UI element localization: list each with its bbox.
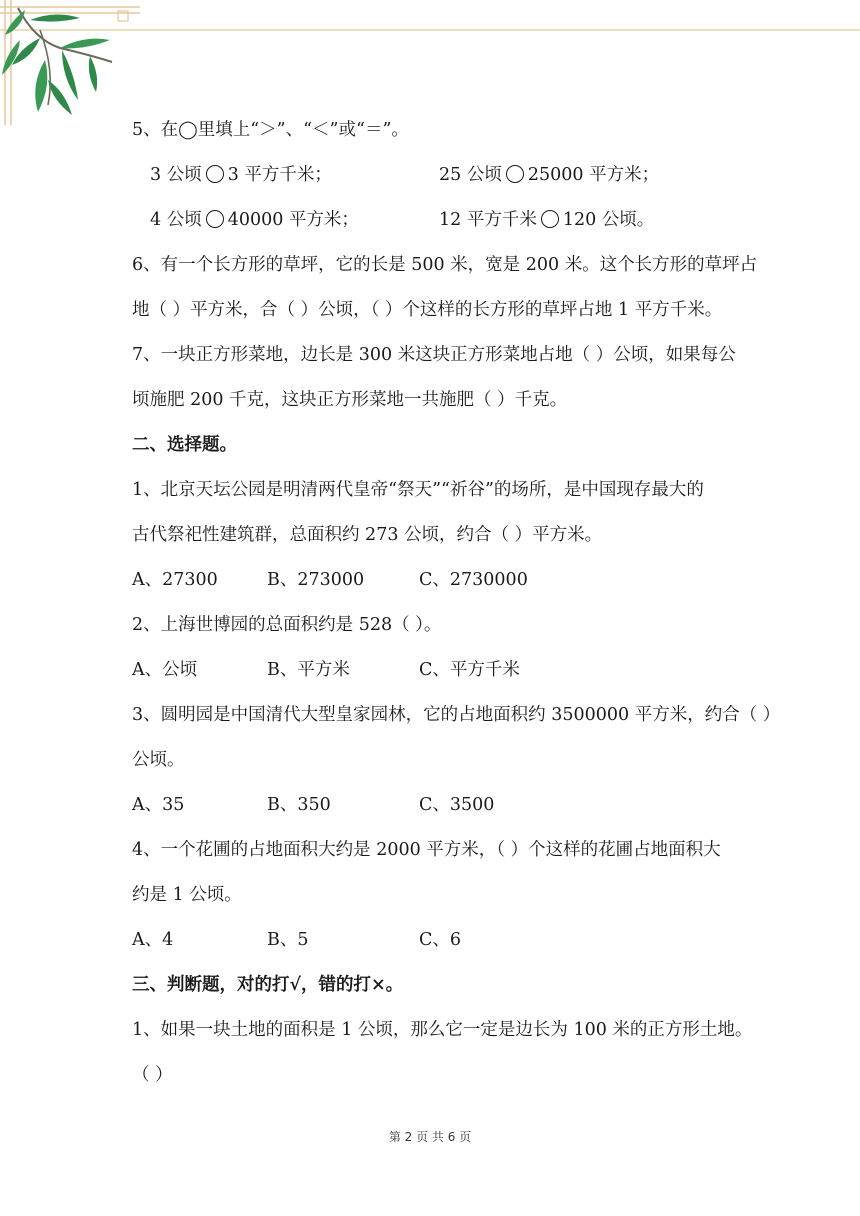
q5-item-1: 3 公顷 3 平方千米； (150, 165, 332, 185)
s2-q3-line-2: 公顷。 (132, 750, 185, 770)
s3-q1-line-1: 1、如果一块土地的面积是 1 公顷，那么它一定是边长为 100 米的正方形土地。 (132, 1020, 753, 1040)
option-c[interactable]: C、平方千米 (419, 660, 520, 680)
blank-circle[interactable] (206, 210, 224, 228)
section-3-heading: 三、判断题，对的打√，错的打×。 (132, 975, 404, 995)
worksheet-content (132, 108, 832, 1098)
s2-q1-line-1: 1、北京天坛公园是明清两代皇帝“祭天”“祈谷”的场所，是中国现存最大的 (132, 480, 704, 500)
option-a[interactable]: A、35 (132, 795, 185, 815)
q6-line-2: 地（ ）平方米，合（ ）公顷，（ ）个这样的长方形的草坪占地 1 平方千米。 (132, 300, 723, 320)
option-a[interactable]: A、公顷 (132, 660, 198, 680)
option-c[interactable]: C、6 (419, 930, 462, 950)
q7-line-1: 7、一块正方形菜地，边长是 300 米这块正方形菜地占地（ ）公顷，如果每公 (132, 345, 736, 365)
q5-item-3: 4 公顷 40000 平方米； (150, 210, 359, 230)
option-c[interactable]: C、2730000 (419, 570, 528, 590)
q5-item-4: 12 平方千米 120 公顷。 (439, 210, 655, 230)
page-number: 第 2 页 共 6 页 (388, 1130, 472, 1144)
section-2-heading: 二、选择题。 (132, 435, 237, 455)
q5-row-1 (132, 153, 832, 198)
q5-title: 5、在◯里填上“＞”、“＜”或“＝”。 (132, 120, 409, 140)
s2-q3-line-1: 3、圆明园是中国清代大型皇家园林，它的占地面积约 3500000 平方米，约合（ ） (132, 705, 781, 725)
option-b[interactable]: B、5 (267, 930, 309, 950)
blank-circle[interactable] (206, 165, 224, 183)
q5-item-2: 25 公顷 25000 平方米； (439, 165, 660, 185)
q5-row-2 (132, 198, 832, 243)
blank-circle[interactable] (541, 210, 559, 228)
s2-q1-options (132, 558, 832, 603)
option-a[interactable]: A、4 (132, 930, 174, 950)
s2-q2-options (132, 648, 832, 693)
option-b[interactable]: B、350 (267, 795, 331, 815)
s2-q4-options (132, 918, 832, 963)
s3-q1-answer-blank[interactable]: （ ） (132, 1065, 173, 1085)
s2-q4-line-2: 约是 1 公顷。 (132, 885, 242, 905)
s2-q4-line-1: 4、一个花圃的占地面积大约是 2000 平方米，（ ）个这样的花圃占地面积大 (132, 840, 721, 860)
option-c[interactable]: C、3500 (419, 795, 495, 815)
s2-q1-line-2: 古代祭祀性建筑群，总面积约 273 公顷，约合（ ）平方米。 (132, 525, 603, 545)
option-b[interactable]: B、平方米 (267, 660, 350, 680)
s2-q2-line-1: 2、上海世博园的总面积约是 528（ ）。 (132, 615, 442, 635)
q6-line-1: 6、有一个长方形的草坪，它的长是 500 米，宽是 200 米。这个长方形的草坪占 (132, 255, 758, 275)
option-a[interactable]: A、27300 (132, 570, 218, 590)
blank-circle[interactable] (506, 165, 524, 183)
q7-line-2: 顷施肥 200 千克，这块正方形菜地一共施肥（ ）千克。 (132, 390, 568, 410)
s2-q3-options (132, 783, 832, 828)
option-b[interactable]: B、273000 (267, 570, 365, 590)
